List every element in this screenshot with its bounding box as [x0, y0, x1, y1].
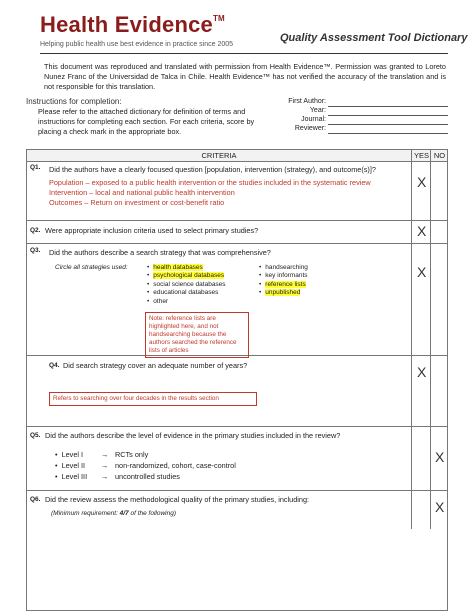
list-item: • Level I: [55, 449, 87, 460]
q5-number: Q5.: [30, 432, 41, 439]
q3-note: Note: reference lists are highlighted here, and not handsearching because the authors searched the reference lists of articles: [145, 312, 249, 358]
permission-notice: This document was reproduced and translated with permission from Health Evidence™. Permission was granted to Loreto Nunez Franc of the Universidad de Talca in Chile. Health Evidence™ has not verified the accuracy of the translation and is not responsible for this translation.: [44, 62, 446, 91]
q6-requirement: (Minimum requirement: 4/7 of the following): [51, 510, 177, 517]
q1-population: Population – exposed to a public health intervention or the studies included in the systematic review: [49, 178, 371, 187]
q6-yes-cell[interactable]: [411, 491, 412, 529]
q1-text: Did the authors have a clearly focused question [population, intervention (strategy), and outcome(s)]?: [49, 165, 376, 174]
q1-outcomes: Outcomes – Return on investment or cost-benefit ratio: [49, 198, 225, 207]
q1-intervention: Intervention – local and national public health intervention: [49, 188, 235, 197]
q4-note: Refers to searching over four decades in the results section: [49, 392, 257, 406]
list-item: • Level II: [55, 460, 87, 471]
table-row-q4: [27, 356, 447, 427]
list-item: • Level III: [55, 471, 87, 482]
q3-yes-cell[interactable]: [411, 244, 427, 355]
criteria-table: [26, 149, 448, 611]
q3-text: Did the authors describe a search strategy that was comprehensive?: [49, 248, 271, 257]
first-author-field[interactable]: [328, 106, 448, 107]
list-item: • unpublished: [259, 289, 369, 297]
list-item: • educational databases: [147, 289, 267, 297]
arrow-icon: →: [101, 450, 109, 459]
q1-yes-mark: X: [417, 174, 427, 190]
q3-yes-mark: X: [417, 264, 427, 280]
q2-no-cell[interactable]: [430, 221, 431, 243]
q5-arrows: [101, 449, 108, 482]
table-row-q1: [27, 162, 447, 221]
arrow-icon: →: [101, 461, 109, 470]
list-item: • psychological databases: [147, 272, 267, 280]
year-label: Year:: [309, 107, 326, 114]
first-author-label: First Author:: [288, 98, 326, 105]
logo-title: Health Evidence™: [40, 12, 225, 37]
q4-text: Did search strategy cover an adequate number of years?: [63, 361, 248, 370]
instructions-text: Please refer to the attached dictionary for definition of terms and instructions for completing each section. For each criteria, score by placing a check mark in the appropriate box.: [38, 107, 255, 136]
logo-tagline: Helping public health use best evidence in practice since 2005: [40, 41, 234, 48]
table-row-q3: [27, 244, 447, 356]
q4-yes-mark: X: [417, 364, 427, 380]
q1-no-cell[interactable]: [430, 162, 431, 220]
q6-no-mark: X: [435, 499, 445, 515]
reviewer-field[interactable]: [328, 133, 448, 134]
list-item: • health databases: [147, 264, 267, 272]
document-title: Quality Assessment Tool Dictionary: [280, 32, 468, 44]
q5-text: Did the authors describe the level of evidence in the primary studies included in the review?: [45, 431, 341, 440]
yes-header: YES: [413, 151, 429, 160]
list-item: • key informants: [259, 272, 369, 280]
q4-yes-cell[interactable]: [411, 356, 427, 426]
q5-levels: [55, 449, 87, 482]
header-divider: [40, 53, 448, 54]
q1-yes-cell[interactable]: [411, 162, 427, 220]
q6-number: Q6.: [30, 496, 41, 503]
criteria-header: CRITERIA: [201, 151, 237, 160]
q5-level-descriptions: RCTs only non-randomized, cohort, case-control uncontrolled studies: [115, 450, 236, 481]
instructions-heading: Instructions for completion:: [26, 97, 122, 106]
reviewer-label: Reviewer:: [294, 125, 326, 132]
table-row-q2: [27, 221, 447, 244]
q3-strategy-list-left: [147, 264, 267, 306]
q3-circle-label: Circle all strategies used:: [55, 264, 128, 271]
q5-yes-cell[interactable]: [411, 427, 412, 490]
q2-number: Q2.: [30, 227, 41, 234]
q4-no-cell[interactable]: [430, 356, 431, 426]
q5-no-cell[interactable]: [430, 427, 445, 490]
q3-number: Q3.: [30, 247, 41, 254]
journal-field[interactable]: [328, 124, 448, 125]
q2-yes-mark: X: [417, 223, 427, 239]
journal-label: Journal:: [301, 116, 326, 123]
q3-no-cell[interactable]: [430, 244, 431, 355]
q2-text: Were appropriate inclusion criteria used to select primary studies?: [45, 226, 259, 235]
q3-strategy-list-right: [259, 264, 369, 298]
arrow-icon: →: [101, 472, 109, 481]
q1-number: Q1.: [30, 164, 41, 171]
q2-yes-cell[interactable]: [411, 221, 427, 243]
q5-no-mark: X: [435, 449, 445, 465]
list-item: • handsearching: [259, 264, 369, 272]
year-field[interactable]: [328, 115, 448, 116]
table-header-row: [27, 150, 447, 162]
q4-number: Q4.: [49, 362, 60, 369]
q6-no-cell[interactable]: [430, 491, 445, 529]
list-item: • social science databases: [147, 281, 267, 289]
q6-text: Did the review assess the methodological quality of the primary studies, including:: [45, 495, 310, 504]
list-item: • other: [147, 298, 267, 306]
table-row-q5: [27, 427, 447, 491]
list-item: • reference lists: [259, 281, 369, 289]
no-header: NO: [433, 151, 446, 160]
trademark-mark: TM: [212, 14, 225, 23]
table-row-q6: [27, 491, 447, 529]
